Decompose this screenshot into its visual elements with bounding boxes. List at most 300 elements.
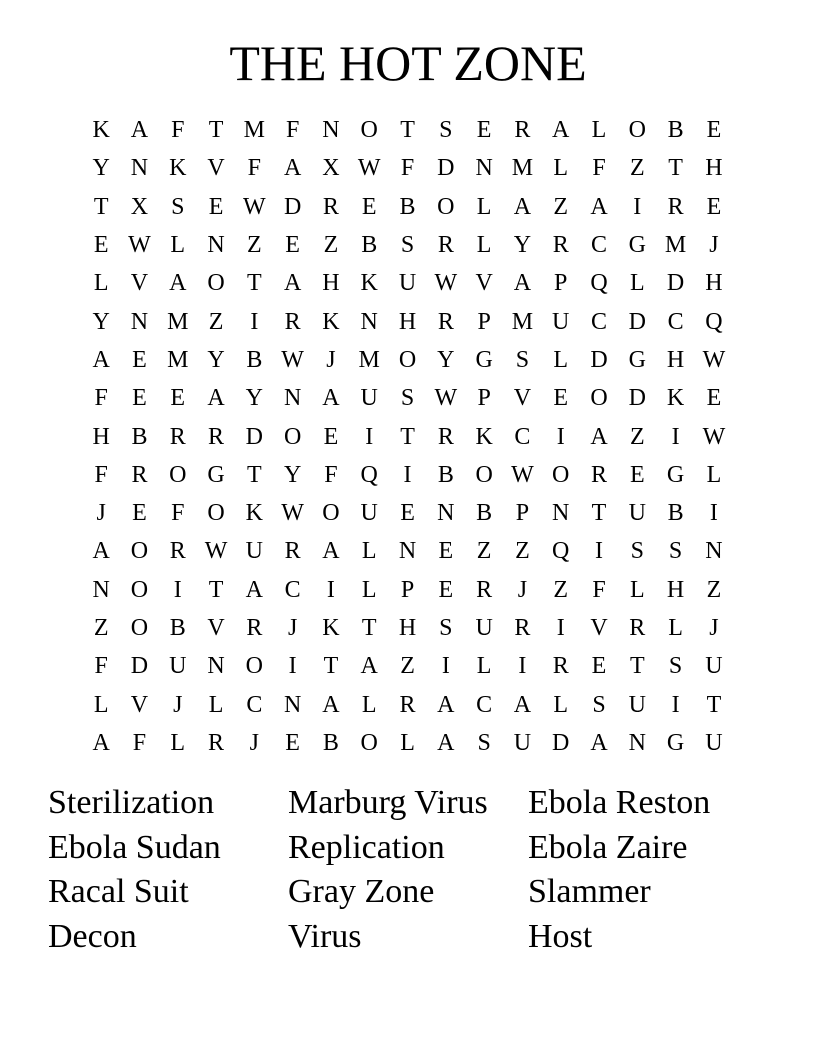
grid-letter: L bbox=[361, 691, 377, 718]
grid-letter: O bbox=[207, 500, 225, 527]
grid-letter: E bbox=[132, 500, 147, 527]
grid-letter: K bbox=[666, 385, 685, 412]
grid-letter: J bbox=[96, 500, 106, 527]
grid-letter: L bbox=[668, 615, 683, 641]
grid-letter: D bbox=[590, 346, 608, 373]
grid-letter: D bbox=[437, 155, 455, 182]
grid-letter: P bbox=[554, 270, 568, 297]
grid-letter: B bbox=[399, 193, 416, 220]
grid-letter: A bbox=[207, 385, 225, 412]
grid-row bbox=[82, 264, 734, 302]
grid-letter: P bbox=[515, 500, 530, 527]
grid-letter: W bbox=[243, 193, 266, 220]
grid-letter: R bbox=[399, 691, 416, 718]
grid-letter: F bbox=[132, 729, 147, 756]
grid-letter: U bbox=[552, 308, 570, 335]
grid-letter: Q bbox=[360, 461, 378, 488]
grid-letter: M bbox=[243, 117, 265, 144]
grid-letter: O bbox=[628, 117, 646, 144]
grid-letter: A bbox=[552, 117, 570, 144]
grid-letter: K bbox=[475, 423, 493, 450]
grid-letter: E bbox=[438, 538, 454, 565]
grid-letter: T bbox=[93, 193, 109, 220]
grid-letter: L bbox=[629, 576, 645, 603]
grid-letter: A bbox=[590, 423, 608, 450]
grid-letter: V bbox=[207, 615, 225, 641]
grid-letter: M bbox=[167, 308, 189, 335]
grid-letter: M bbox=[167, 346, 189, 373]
grid-letter: S bbox=[400, 232, 415, 259]
grid-letter: E bbox=[208, 193, 224, 220]
grid-letter: Z bbox=[93, 615, 109, 641]
grid-letter: V bbox=[130, 270, 149, 297]
word-list-item: Ebola Sudan bbox=[48, 828, 221, 866]
grid-letter: B bbox=[667, 500, 684, 527]
grid-letter: V bbox=[207, 155, 225, 182]
grid-letter: L bbox=[93, 270, 109, 297]
grid-row bbox=[82, 188, 734, 226]
word-list bbox=[48, 781, 768, 960]
grid-letter: R bbox=[322, 193, 339, 220]
grid-letter: T bbox=[629, 653, 645, 680]
grid-letter: T bbox=[323, 653, 339, 680]
grid-letter: V bbox=[475, 270, 493, 297]
grid-letter: X bbox=[322, 155, 340, 182]
grid-letter: O bbox=[169, 461, 187, 488]
grid-letter: H bbox=[322, 270, 340, 297]
grid-letter: U bbox=[705, 653, 723, 680]
word-list-item: Decon bbox=[48, 918, 137, 956]
grid-letter: I bbox=[633, 193, 642, 220]
grid-letter: Z bbox=[247, 232, 262, 259]
grid-letter: F bbox=[94, 653, 108, 680]
grid-letter: N bbox=[437, 500, 455, 527]
grid-letter: U bbox=[245, 538, 263, 565]
grid-letter: D bbox=[628, 308, 646, 335]
word-list-item: Host bbox=[528, 918, 593, 956]
grid-letter: W bbox=[204, 538, 228, 565]
grid-letter: I bbox=[595, 538, 603, 565]
grid-letter: V bbox=[590, 615, 608, 641]
grid-letter: C bbox=[476, 691, 493, 718]
grid-letter: F bbox=[592, 576, 606, 603]
grid-letter: N bbox=[322, 117, 340, 144]
grid-letter: R bbox=[284, 538, 301, 565]
grid-letter: E bbox=[323, 423, 339, 450]
grid-letter: F bbox=[592, 155, 606, 182]
grid-letter: S bbox=[439, 615, 453, 641]
grid-letter: Z bbox=[208, 308, 224, 335]
grid-letter: N bbox=[705, 538, 723, 565]
grid-letter: R bbox=[437, 423, 454, 450]
grid-letter: K bbox=[92, 117, 110, 144]
grid-letter: N bbox=[628, 729, 646, 756]
grid-letter: S bbox=[400, 385, 415, 412]
grid-letter: A bbox=[437, 691, 455, 718]
grid-letter: E bbox=[93, 232, 109, 259]
grid-letter: O bbox=[245, 653, 263, 680]
grid-row bbox=[82, 647, 734, 685]
grid-letter: A bbox=[169, 270, 187, 297]
grid-letter: I bbox=[173, 576, 182, 603]
word-list-item: Marburg Virus bbox=[288, 784, 488, 821]
grid-letter: L bbox=[553, 155, 569, 182]
grid-letter: F bbox=[285, 117, 300, 144]
grid-letter: E bbox=[629, 461, 645, 488]
grid-letter: I bbox=[709, 500, 718, 527]
grid-letter: H bbox=[666, 576, 685, 603]
grid-letter: O bbox=[398, 346, 417, 373]
grid-letter: K bbox=[169, 155, 187, 182]
grid-letter: O bbox=[437, 193, 455, 220]
grid-letter: H bbox=[398, 308, 417, 335]
grid-letter: A bbox=[92, 729, 110, 756]
grid-letter: S bbox=[592, 691, 606, 718]
grid-letter: W bbox=[128, 232, 151, 259]
grid-letter: R bbox=[514, 117, 531, 144]
grid-letter: J bbox=[287, 615, 298, 641]
grid-letter: O bbox=[475, 461, 493, 488]
grid-letter: W bbox=[702, 423, 726, 450]
grid-letter: F bbox=[94, 461, 108, 488]
grid-row bbox=[82, 226, 734, 264]
grid-letter: L bbox=[208, 691, 224, 718]
grid-letter: B bbox=[131, 423, 148, 450]
grid-letter: W bbox=[434, 270, 458, 297]
grid-row bbox=[82, 417, 734, 455]
grid-letter: B bbox=[476, 500, 493, 527]
grid-letter: G bbox=[666, 461, 685, 488]
grid-letter: Z bbox=[629, 423, 645, 450]
grid-row bbox=[82, 532, 734, 570]
grid-letter: Q bbox=[705, 308, 723, 335]
grid-letter: Z bbox=[323, 232, 339, 259]
grid-letter: E bbox=[132, 346, 147, 373]
grid-letter: M bbox=[511, 308, 534, 335]
grid-letter: O bbox=[130, 576, 149, 603]
grid-letter: L bbox=[629, 270, 645, 297]
grid-letter: R bbox=[437, 308, 454, 335]
grid-letter: A bbox=[513, 270, 532, 297]
grid-letter: A bbox=[92, 538, 110, 565]
grid-letter: Y bbox=[283, 461, 302, 488]
grid-letter: A bbox=[245, 576, 263, 603]
grid-letter: C bbox=[591, 232, 608, 259]
grid-letter: R bbox=[208, 729, 225, 756]
grid-letter: W bbox=[281, 500, 304, 527]
grid-row bbox=[82, 494, 734, 532]
grid-letter: T bbox=[706, 691, 722, 718]
grid-letter: A bbox=[322, 691, 340, 718]
grid-letter: L bbox=[553, 346, 569, 373]
grid-letter: Y bbox=[92, 155, 110, 182]
grid-letter: B bbox=[322, 729, 339, 756]
grid-row bbox=[82, 609, 734, 647]
grid-letter: K bbox=[322, 308, 340, 335]
grid-letter: U bbox=[398, 270, 417, 297]
grid-letter: D bbox=[245, 423, 263, 450]
grid-letter: G bbox=[666, 729, 685, 756]
grid-letter: A bbox=[590, 729, 608, 756]
grid-letter: O bbox=[360, 117, 378, 144]
grid-letter: L bbox=[591, 117, 607, 144]
grid-letter: T bbox=[668, 155, 683, 182]
grid-letter: N bbox=[283, 691, 302, 718]
grid-letter: S bbox=[668, 653, 683, 680]
grid-letter: Z bbox=[553, 576, 569, 603]
grid-letter: T bbox=[400, 423, 415, 450]
grid-letter: O bbox=[322, 500, 340, 527]
grid-letter: O bbox=[590, 385, 608, 412]
grid-letter: N bbox=[130, 155, 149, 182]
grid-letter: I bbox=[556, 423, 565, 450]
grid-letter: E bbox=[438, 576, 454, 603]
grid-letter: E bbox=[476, 117, 492, 144]
grid-letter: R bbox=[437, 232, 454, 259]
grid-letter: S bbox=[439, 117, 453, 144]
grid-letter: T bbox=[247, 270, 262, 297]
word-list-item: Racal Suit bbox=[48, 873, 189, 911]
grid-letter: C bbox=[514, 423, 531, 450]
grid-letter: A bbox=[513, 691, 532, 718]
grid-letter: W bbox=[702, 346, 726, 373]
grid-letter: G bbox=[628, 232, 646, 259]
word-list-item: Gray Zone bbox=[288, 873, 435, 911]
grid-letter: A bbox=[513, 193, 532, 220]
grid-row bbox=[82, 685, 734, 723]
grid-letter: H bbox=[705, 270, 723, 297]
grid-letter: O bbox=[130, 538, 149, 565]
grid-letter: I bbox=[671, 691, 680, 718]
grid-letter: M bbox=[511, 155, 534, 182]
grid-letter: J bbox=[326, 346, 336, 373]
grid-letter: B bbox=[437, 461, 454, 488]
grid-letter: R bbox=[284, 308, 301, 335]
grid-letter: B bbox=[169, 615, 186, 641]
grid-letter: L bbox=[170, 729, 186, 756]
grid-letter: C bbox=[284, 576, 301, 603]
grid-letter: U bbox=[628, 691, 646, 718]
grid-letter: U bbox=[360, 500, 378, 527]
grid-letter: R bbox=[169, 538, 186, 565]
grid-letter: T bbox=[208, 117, 224, 144]
grid-letter: C bbox=[591, 308, 608, 335]
grid-letter: T bbox=[591, 500, 607, 527]
grid-row bbox=[82, 724, 734, 762]
grid-letter: J bbox=[709, 615, 719, 641]
grid-letter: R bbox=[514, 615, 531, 641]
grid-letter: L bbox=[476, 653, 492, 680]
grid-letter: B bbox=[361, 232, 378, 259]
grid-letter: N bbox=[398, 538, 417, 565]
grid-letter: A bbox=[322, 385, 340, 412]
grid-letter: Z bbox=[515, 538, 530, 565]
grid-row bbox=[82, 571, 734, 609]
grid-letter: H bbox=[92, 423, 110, 450]
grid-letter: R bbox=[169, 423, 186, 450]
grid-letter: E bbox=[361, 193, 377, 220]
grid-letter: I bbox=[556, 615, 565, 641]
grid-letter: J bbox=[249, 729, 259, 756]
grid-letter: A bbox=[283, 270, 302, 297]
grid-letter: F bbox=[171, 117, 185, 144]
grid-letter: Z bbox=[476, 538, 492, 565]
grid-letter: E bbox=[706, 385, 722, 412]
grid-letter: J bbox=[517, 576, 528, 603]
grid-letter: Z bbox=[706, 576, 722, 603]
grid-letter: O bbox=[207, 270, 225, 297]
grid-letter: O bbox=[283, 423, 302, 450]
grid-letter: E bbox=[132, 385, 147, 412]
grid-letter: L bbox=[476, 193, 492, 220]
grid-letter: B bbox=[246, 346, 263, 373]
grid-letter: Y bbox=[245, 385, 263, 412]
grid-letter: I bbox=[288, 653, 297, 680]
grid-letter: S bbox=[171, 193, 185, 220]
grid-letter: S bbox=[477, 729, 491, 756]
grid-letter: E bbox=[170, 385, 186, 412]
grid-letter: N bbox=[92, 576, 110, 603]
grid-letter: G bbox=[628, 346, 646, 373]
grid-letter: D bbox=[628, 385, 646, 412]
grid-letter: R bbox=[476, 576, 493, 603]
grid-letter: C bbox=[246, 691, 263, 718]
grid-letter: C bbox=[667, 308, 684, 335]
grid-letter: R bbox=[208, 423, 225, 450]
grid-letter: N bbox=[207, 232, 225, 259]
grid-row bbox=[82, 379, 734, 417]
grid-letter: P bbox=[477, 308, 491, 335]
grid-letter: J bbox=[173, 691, 183, 718]
word-list-item: Replication bbox=[288, 828, 445, 866]
grid-letter: K bbox=[360, 270, 378, 297]
grid-letter: Z bbox=[400, 653, 415, 680]
grid-letter: T bbox=[247, 461, 262, 488]
grid-letter: L bbox=[553, 691, 569, 718]
grid-row bbox=[82, 302, 734, 340]
grid-letter: F bbox=[324, 461, 338, 488]
grid-letter: Y bbox=[92, 308, 110, 335]
word-list-item: Slammer bbox=[528, 873, 651, 911]
grid-letter: X bbox=[130, 193, 149, 220]
word-list-item: Ebola Zaire bbox=[528, 828, 688, 866]
grid-letter: V bbox=[513, 385, 532, 412]
grid-letter: L bbox=[400, 729, 415, 756]
grid-letter: I bbox=[365, 423, 374, 450]
grid-letter: E bbox=[591, 653, 607, 680]
grid-letter: F bbox=[400, 155, 415, 182]
grid-row bbox=[82, 111, 734, 149]
grid-letter: N bbox=[207, 653, 225, 680]
grid-letter: Q bbox=[552, 538, 570, 565]
grid-letter: D bbox=[130, 653, 149, 680]
grid-letter: W bbox=[434, 385, 458, 412]
grid-letter: U bbox=[169, 653, 187, 680]
grid-letter: Z bbox=[629, 155, 645, 182]
grid-letter: L bbox=[361, 538, 377, 565]
grid-letter: H bbox=[398, 615, 417, 641]
grid-letter: T bbox=[361, 615, 377, 641]
grid-letter: O bbox=[130, 615, 149, 641]
grid-letter: U bbox=[360, 385, 378, 412]
grid-letter: K bbox=[322, 615, 340, 641]
grid-letter: A bbox=[130, 117, 149, 144]
grid-letter: E bbox=[553, 385, 569, 412]
grid-letter: A bbox=[322, 538, 340, 565]
grid-letter: U bbox=[628, 500, 646, 527]
grid-letter: E bbox=[285, 729, 300, 756]
grid-letter: H bbox=[666, 346, 685, 373]
grid-letter: N bbox=[475, 155, 493, 182]
grid-letter: W bbox=[281, 346, 304, 373]
grid-letter: N bbox=[552, 500, 570, 527]
word-list-item: Virus bbox=[288, 918, 362, 956]
grid-letter: R bbox=[667, 193, 684, 220]
grid-letter: G bbox=[475, 346, 493, 373]
grid-letter: Y bbox=[513, 232, 532, 259]
grid-letter: R bbox=[246, 615, 263, 641]
grid-letter: U bbox=[475, 615, 493, 641]
grid-letter: L bbox=[170, 232, 186, 259]
grid-letter: E bbox=[706, 117, 722, 144]
grid-letter: N bbox=[283, 385, 302, 412]
grid-letter: A bbox=[360, 653, 378, 680]
grid-letter: L bbox=[476, 232, 492, 259]
grid-letter: F bbox=[171, 500, 185, 527]
grid-letter: T bbox=[400, 117, 415, 144]
grid-letter: A bbox=[283, 155, 302, 182]
grid-letter: S bbox=[668, 538, 683, 565]
grid-letter: A bbox=[437, 729, 455, 756]
grid-letter: I bbox=[671, 423, 680, 450]
grid-letter: I bbox=[326, 576, 335, 603]
letter-grid bbox=[82, 111, 734, 762]
grid-letter: D bbox=[666, 270, 685, 297]
grid-letter: I bbox=[250, 308, 259, 335]
grid-letter: R bbox=[552, 232, 569, 259]
grid-letter: I bbox=[518, 653, 527, 680]
grid-letter: N bbox=[130, 308, 149, 335]
grid-letter: B bbox=[667, 117, 684, 144]
grid-letter: R bbox=[131, 461, 148, 488]
grid-letter: L bbox=[361, 576, 377, 603]
grid-letter: M bbox=[358, 346, 380, 373]
grid-letter: S bbox=[630, 538, 644, 565]
grid-letter: P bbox=[400, 576, 415, 603]
grid-letter: K bbox=[245, 500, 263, 527]
grid-letter: M bbox=[664, 232, 687, 259]
grid-letter: J bbox=[709, 232, 719, 259]
grid-letter: O bbox=[552, 461, 570, 488]
grid-letter: U bbox=[513, 729, 532, 756]
grid-letter: I bbox=[441, 653, 450, 680]
word-list-item: Ebola Reston bbox=[528, 784, 711, 821]
grid-letter: V bbox=[130, 691, 149, 718]
grid-letter: O bbox=[360, 729, 378, 756]
grid-letter: S bbox=[515, 346, 530, 373]
grid-letter: N bbox=[360, 308, 378, 335]
grid-letter: I bbox=[403, 461, 412, 488]
grid-letter: D bbox=[552, 729, 570, 756]
puzzle-title: THE HOT ZONE bbox=[229, 35, 587, 91]
grid-letter: A bbox=[590, 193, 608, 220]
grid-row bbox=[82, 149, 734, 187]
grid-letter: U bbox=[705, 729, 723, 756]
grid-row bbox=[82, 456, 734, 494]
grid-letter: Y bbox=[207, 346, 225, 373]
grid-letter: Z bbox=[553, 193, 569, 220]
grid-letter: F bbox=[247, 155, 262, 182]
